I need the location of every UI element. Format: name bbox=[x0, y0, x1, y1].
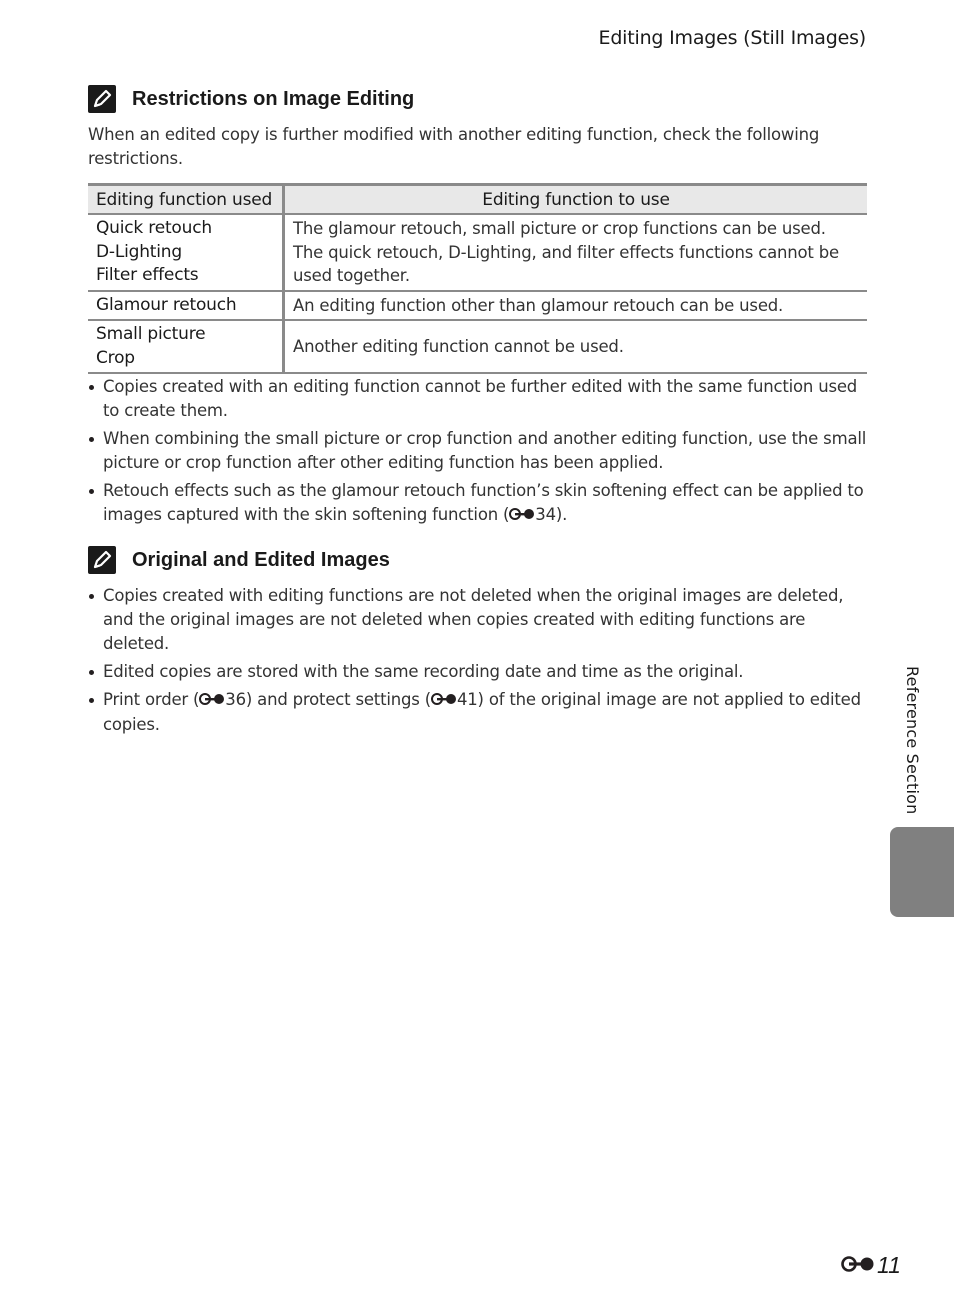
function-name: Filter effects bbox=[96, 265, 199, 285]
table-header-used: Editing function used bbox=[88, 185, 284, 215]
section-title: Original and Edited Images bbox=[132, 548, 390, 571]
table-header-to-use: Editing function to use bbox=[284, 185, 868, 215]
reference-section-icon bbox=[841, 1254, 875, 1278]
page-number-text: 11 bbox=[877, 1252, 901, 1278]
section-heading-original bbox=[88, 546, 390, 574]
bullet-text: Print order ( bbox=[103, 690, 200, 709]
function-name: Small picture bbox=[96, 324, 206, 344]
bullet-text: Retouch effects such as the glamour retouch function’s skin softening effect can be applied to images captured with the skin softening function ( bbox=[103, 481, 864, 524]
section-heading-restrictions bbox=[88, 85, 414, 113]
table-cell-to-use: The glamour retouch, small picture or crop functions can be used. The quick retouch, D-Lighting, and filter effects functions cannot be used together. bbox=[284, 214, 868, 291]
section-title: Restrictions on Image Editing bbox=[132, 87, 415, 110]
table-header-row bbox=[88, 185, 867, 215]
intro-paragraph: When an edited copy is further modified with another editing function, check the following restrictions. bbox=[88, 125, 820, 168]
original-images-bullet-list bbox=[88, 584, 868, 741]
section-thumb-tab bbox=[890, 827, 954, 917]
running-head: Editing Images (Still Images) bbox=[598, 27, 866, 49]
table-row bbox=[88, 291, 867, 321]
side-section-label: Reference Section bbox=[903, 666, 922, 815]
reference-page: 41 bbox=[456, 690, 478, 709]
list-item: When combining the small picture or crop function and another editing function, use the small picture or crop function after other editing function has been applied. bbox=[88, 427, 868, 475]
editing-restrictions-table bbox=[88, 183, 867, 374]
list-item bbox=[88, 688, 868, 737]
bullet-text: ). bbox=[555, 505, 568, 524]
list-item bbox=[88, 479, 868, 528]
table-cell-used bbox=[88, 291, 284, 321]
function-name: D-Lighting bbox=[96, 241, 182, 262]
function-name: Glamour retouch bbox=[96, 294, 237, 315]
function-name: Quick retouch bbox=[96, 218, 212, 238]
table-cell-used bbox=[88, 320, 284, 373]
table-row bbox=[88, 214, 867, 291]
function-name: Crop bbox=[96, 347, 135, 368]
reference-page: 36 bbox=[225, 690, 246, 709]
reference-section-icon bbox=[199, 689, 225, 713]
list-item: Copies created with an editing function cannot be further edited with the same function used to create them. bbox=[88, 375, 868, 423]
table-cell-to-use: An editing function other than glamour retouch can be used. bbox=[284, 291, 868, 321]
list-item: Copies created with editing functions are not deleted when the original images are deleted, and the original images are not deleted when copies created with editing functions are deleted. bbox=[88, 584, 868, 656]
list-item: Edited copies are stored with the same recording date and time as the original. bbox=[88, 660, 868, 684]
reference-section-icon bbox=[509, 504, 535, 528]
bullet-text: ) and protect settings ( bbox=[245, 690, 431, 709]
restrictions-bullet-list bbox=[88, 375, 868, 532]
note-pen-icon bbox=[88, 85, 116, 113]
note-pen-icon bbox=[88, 546, 116, 574]
reference-section-icon bbox=[431, 689, 457, 713]
reference-page: 34 bbox=[535, 505, 556, 524]
table-row bbox=[88, 320, 867, 373]
page-number bbox=[841, 1252, 901, 1279]
table-cell-to-use: Another editing function cannot be used. bbox=[284, 320, 868, 373]
table-cell-used bbox=[88, 214, 284, 291]
bullet-text: ) of the original image are not applied to edited copies. bbox=[103, 690, 861, 734]
